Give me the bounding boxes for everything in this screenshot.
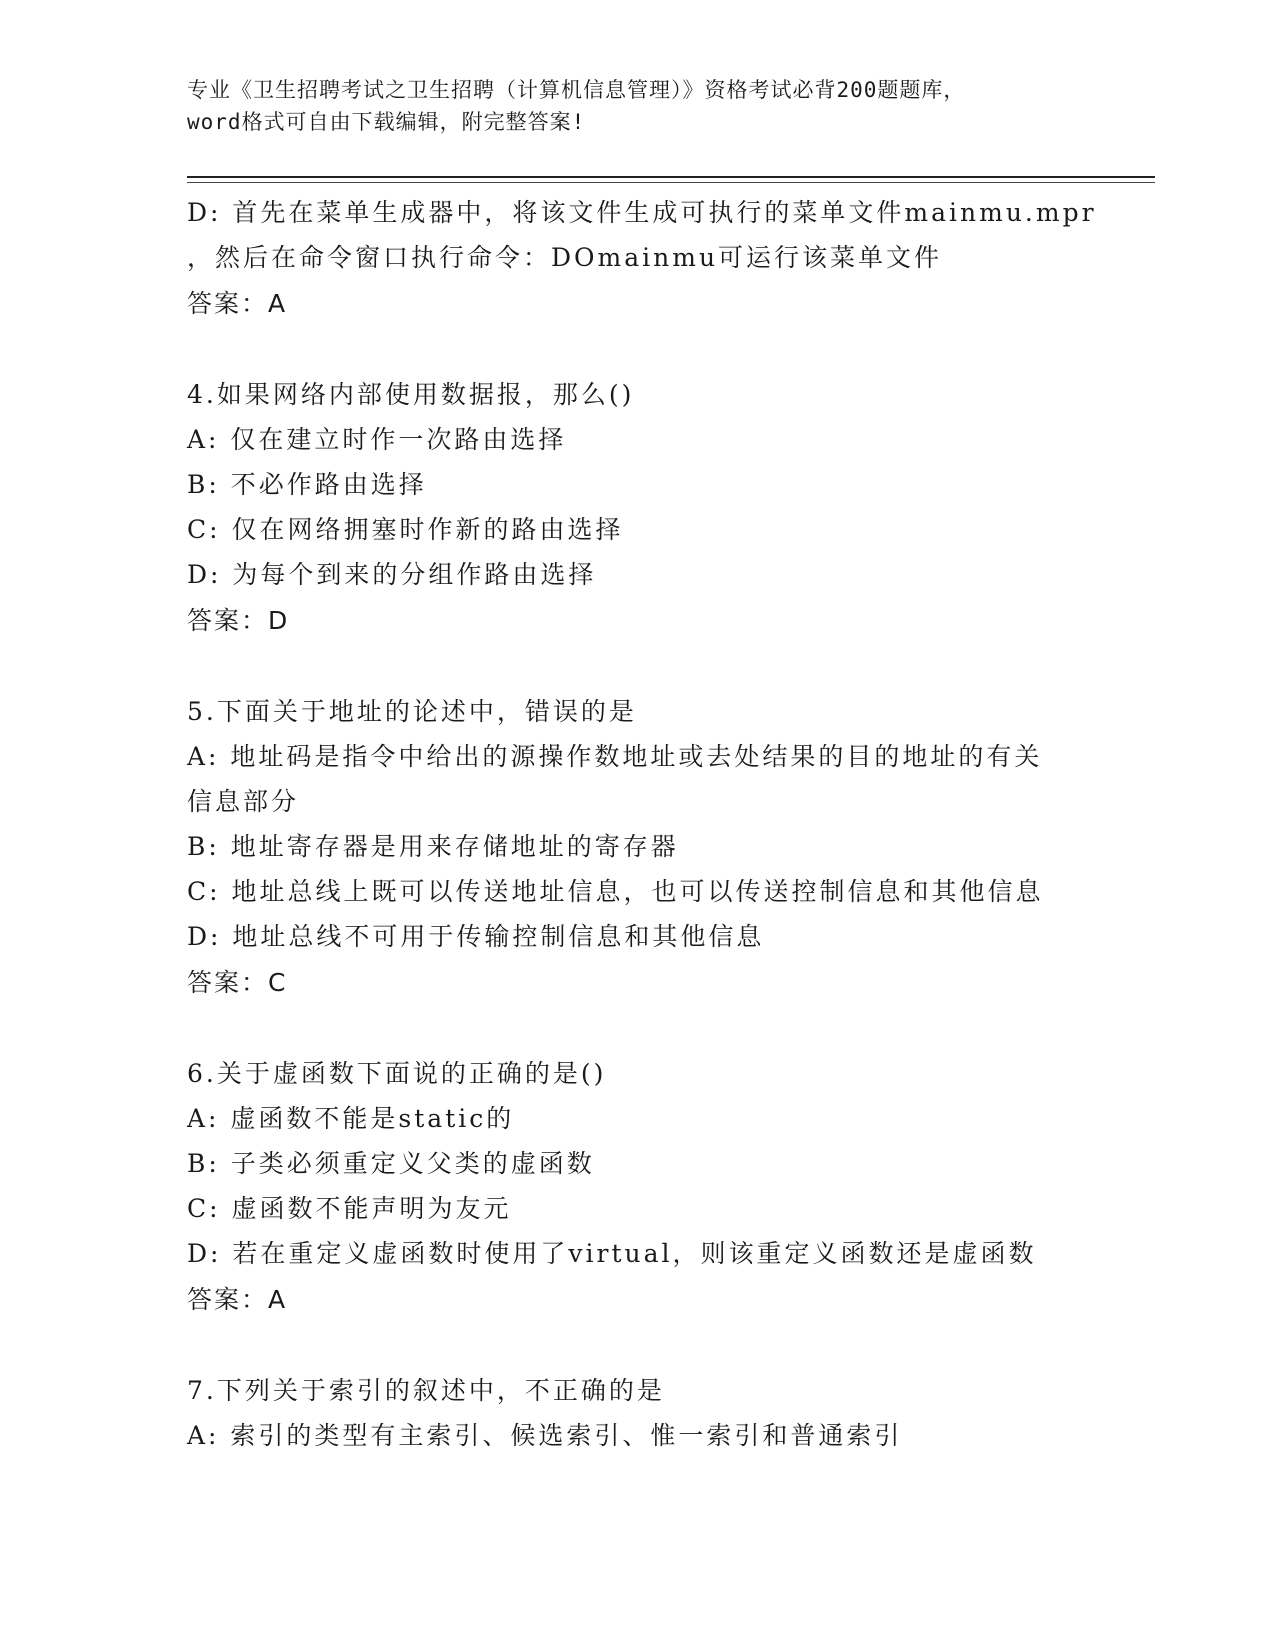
spacer <box>187 1323 1087 1368</box>
q5-option-c: C: 地址总线上既可以传送地址信息，也可以传送控制信息和其他信息 <box>187 877 1044 906</box>
spacer <box>187 1006 1087 1051</box>
header-divider-thick <box>187 176 1155 178</box>
q6-option-a: A: 虚函数不能是static的 <box>187 1104 515 1133</box>
q4-option-b: B: 不必作路由选择 <box>187 470 427 499</box>
q4-answer: 答案：D <box>187 606 290 635</box>
question-4-block <box>187 372 1087 644</box>
q4-option-a: A: 仅在建立时作一次路由选择 <box>187 425 567 454</box>
q3-option-d-line-1: D: 首先在菜单生成器中，将该文件生成可执行的菜单文件mainmu.mpr <box>187 198 1097 227</box>
q5-title: 5.下面关于地址的论述中，错误的是 <box>187 697 637 726</box>
question-5-block <box>187 689 1087 1006</box>
spacer <box>187 644 1087 689</box>
q6-title: 6.关于虚函数下面说的正确的是() <box>187 1059 607 1088</box>
q3-answer: 答案：A <box>187 289 288 318</box>
q4-option-d: D: 为每个到来的分组作路由选择 <box>187 560 597 589</box>
q6-answer: 答案：A <box>187 1285 288 1314</box>
q7-option-a: A: 索引的类型有主索引、候选索引、惟一索引和普通索引 <box>187 1421 903 1450</box>
q7-title: 7.下列关于索引的叙述中，不正确的是 <box>187 1376 665 1405</box>
header-line-1: 专业《卫生招聘考试之卫生招聘（计算机信息管理）》资格考试必背200题题库， <box>187 78 966 102</box>
question-3-block <box>187 190 1097 327</box>
document-header <box>187 74 1087 138</box>
q5-option-b: B: 地址寄存器是用来存储地址的寄存器 <box>187 832 679 861</box>
question-6-block <box>187 1051 1087 1323</box>
q5-option-d: D: 地址总线不可用于传输控制信息和其他信息 <box>187 922 765 951</box>
q5-option-a-line-2: 信息部分 <box>187 787 300 816</box>
q5-option-a-line-1: A: 地址码是指令中给出的源操作数地址或去处结果的目的地址的有关 <box>187 742 1043 771</box>
q5-answer: 答案：C <box>187 968 288 997</box>
header-line-2: word格式可自由下载编辑，附完整答案! <box>187 110 586 134</box>
q4-option-c: C: 仅在网络拥塞时作新的路由选择 <box>187 515 624 544</box>
q6-option-c: C: 虚函数不能声明为友元 <box>187 1194 512 1223</box>
question-7-block <box>187 1368 1087 1458</box>
spacer <box>187 327 1087 372</box>
q6-option-b: B: 子类必须重定义父类的虚函数 <box>187 1149 595 1178</box>
question-list <box>187 190 1097 1458</box>
q6-option-d: D: 若在重定义虚函数时使用了virtual，则该重定义函数还是虚函数 <box>187 1239 1037 1268</box>
header-divider-thin <box>187 182 1155 183</box>
q3-option-d-line-2: ，然后在命令窗口执行命令：DOmainmu可运行该菜单文件 <box>187 243 943 272</box>
q4-title: 4.如果网络内部使用数据报，那么() <box>187 380 635 409</box>
